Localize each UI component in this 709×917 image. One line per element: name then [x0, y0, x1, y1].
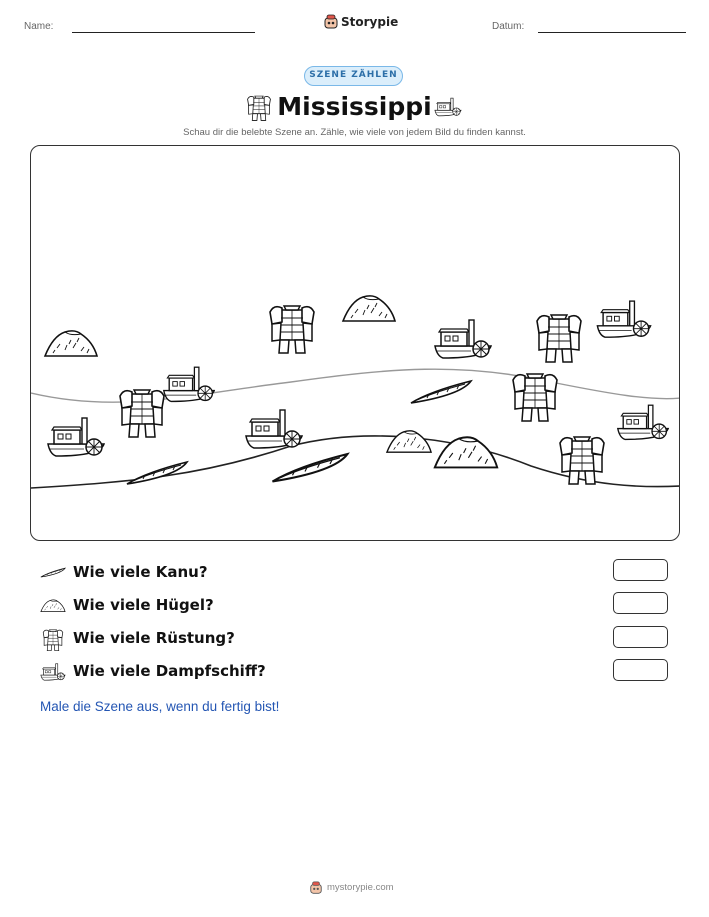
steamboat-icon: [40, 661, 66, 687]
brand-name: Storypie: [341, 15, 399, 29]
date-label: Datum:: [492, 21, 525, 32]
instruction-text: Schau dir die belebte Szene an. Zähle, wie viele von jedem Bild du finden kannst.: [183, 127, 526, 138]
date-line[interactable]: [538, 32, 686, 33]
steamboat-1: [435, 320, 491, 358]
name-label: Name:: [24, 21, 54, 32]
armor-3: [120, 390, 164, 437]
armor-1: [270, 306, 314, 353]
name-line[interactable]: [72, 32, 255, 33]
steamboat-2: [597, 301, 650, 337]
question-text: Wie viele Hügel?: [73, 596, 214, 614]
answer-box-canoe[interactable]: [613, 559, 668, 581]
hill-3: [387, 431, 431, 452]
hill-icon: [40, 595, 66, 621]
canoe-3: [273, 454, 348, 482]
steamboat-icon: [434, 96, 462, 122]
question-text: Wie viele Dampfschiff?: [73, 662, 266, 680]
steamboat-4: [48, 418, 104, 456]
steamboat-6: [618, 405, 668, 439]
scene-count-badge: SZENE ZÄHLEN: [304, 66, 403, 86]
footer-site-link[interactable]: mystorypie.com: [327, 882, 394, 893]
armor-5: [560, 437, 604, 484]
armor-icon: [40, 628, 66, 656]
hill-2: [343, 296, 395, 321]
armor-4: [513, 374, 557, 421]
question-text: Wie viele Rüstung?: [73, 629, 235, 647]
storypie-footer-logo-icon: [309, 880, 323, 894]
answer-box-steamboat[interactable]: [613, 659, 668, 681]
counting-scene: [30, 145, 680, 541]
steamboat-3: [164, 367, 214, 401]
canoe-2: [127, 462, 187, 484]
canoe-1: [411, 381, 471, 403]
answer-box-armor[interactable]: [613, 626, 668, 648]
answer-box-hill[interactable]: [613, 592, 668, 614]
canoe-icon: [40, 562, 66, 588]
hill-1: [45, 331, 97, 356]
page-title: Mississippi: [277, 92, 432, 121]
armor-2: [537, 315, 581, 362]
color-instruction: Male die Szene aus, wenn du fertig bist!: [40, 699, 280, 714]
steamboat-5: [246, 410, 302, 448]
question-text: Wie viele Kanu?: [73, 563, 208, 581]
storypie-logo-icon: [323, 14, 339, 30]
